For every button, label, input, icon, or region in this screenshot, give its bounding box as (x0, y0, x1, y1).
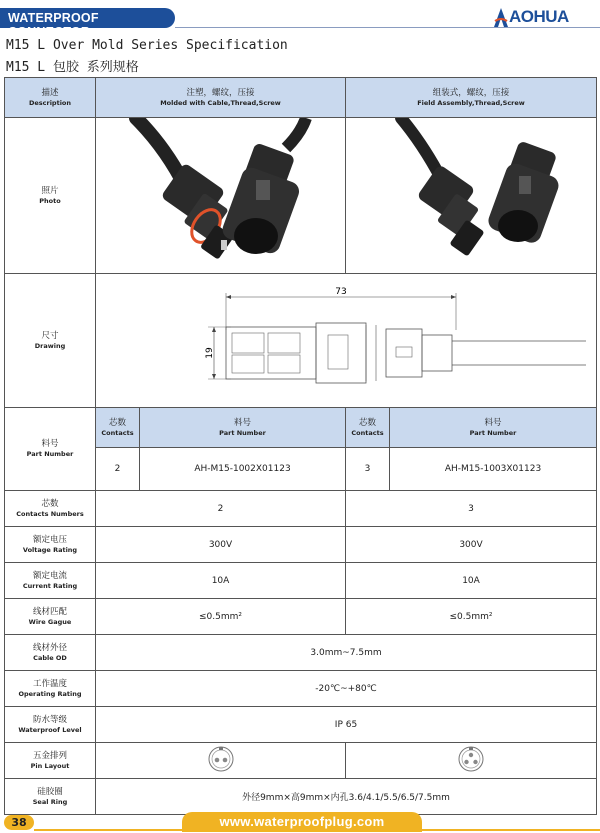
description-row (5, 78, 597, 118)
wire-gauge-value-1: ≤0.5mm² (96, 599, 346, 635)
pin-layout-row (5, 743, 597, 779)
spec-label: 额定电压 Voltage Rating (5, 527, 96, 563)
current-rating-row (5, 563, 597, 599)
operating-temp-row (5, 671, 597, 707)
pin-layout-3-icon (457, 745, 485, 773)
contacts-header-2: 芯数 Contacts (346, 408, 390, 448)
variant1-header: 注塑，螺纹，压接 Molded with Cable,Thread,Screw (96, 78, 346, 118)
seal-ring-value: 外径9mm×高9mm×内孔3.6/4.1/5.5/6.5/7.5mm (96, 779, 597, 815)
spec-label: 工作温度 Operating Rating (5, 671, 96, 707)
photo-molded (96, 118, 346, 274)
description-label: 描述 Description (5, 78, 96, 118)
part-number-value-2: AH-M15-1003X01123 (390, 448, 597, 491)
current-value-2: 10A (346, 563, 597, 599)
spec-label: 线材匹配 Wire Gague (5, 599, 96, 635)
photo-row (5, 118, 597, 274)
part-number-value-1: AH-M15-1002X01123 (140, 448, 346, 491)
operating-temp-value: -20℃~+80℃ (96, 671, 597, 707)
brand-logo (493, 6, 583, 30)
voltage-value-2: 300V (346, 527, 597, 563)
cable-od-row (5, 635, 597, 671)
contacts-numbers-row (5, 491, 597, 527)
pin-layout-2-icon (207, 745, 235, 773)
logo-text: AOHUA (509, 7, 569, 26)
part-number-header-2: 料号 Part Number (390, 408, 597, 448)
spec-table (4, 77, 597, 815)
cable-od-value: 3.0mm~7.5mm (96, 635, 597, 671)
spec-label: 线材外径 Cable OD (5, 635, 96, 671)
spec-label: 五金排列 Pin Layout (5, 743, 96, 779)
contacts-value-1: 2 (96, 448, 140, 491)
height-dimension: 19 (205, 346, 215, 359)
banner-text: WATERPROOF CONNECTOR (8, 11, 99, 39)
molded-connector-image (96, 118, 346, 270)
spec-label: 芯数 Contacts Numbers (5, 491, 96, 527)
photo-field-assembly (346, 118, 597, 274)
spec-label: 额定电流 Current Rating (5, 563, 96, 599)
page-title-en: M15 L Over Mold Series Specification (6, 38, 288, 53)
voltage-rating-row (5, 527, 597, 563)
part-number-header-row (5, 408, 597, 448)
contacts-value-2: 3 (346, 448, 390, 491)
drawing-label: 尺寸 Drawing (5, 274, 96, 408)
drawing-row (5, 274, 597, 408)
waterproof-level-value: IP 65 (96, 707, 597, 743)
spec-label: 硅胶圈 Seal Ring (5, 779, 96, 815)
spec-label: 防水等级 Waterproof Level (5, 707, 96, 743)
wire-gauge-row (5, 599, 597, 635)
dimension-drawing (96, 274, 597, 408)
field-assembly-connector-image (346, 118, 596, 270)
wire-gauge-value-2: ≤0.5mm² (346, 599, 597, 635)
variant2-header: 组装式，螺纹，压接 Field Assembly,Thread,Screw (346, 78, 597, 118)
part-number-label: 料号 Part Number (5, 408, 96, 491)
page-title-cn: M15 L 包胶 系列规格 (6, 60, 139, 75)
waterproof-level-row (5, 707, 597, 743)
photo-label: 照片 Photo (5, 118, 96, 274)
pin-layout-3pin (346, 743, 597, 779)
length-dimension: 73 (335, 286, 347, 297)
current-value-1: 10A (96, 563, 346, 599)
header-banner (0, 8, 175, 39)
voltage-value-1: 300V (96, 527, 346, 563)
seal-ring-row (5, 779, 597, 815)
page-number: 38 (4, 815, 34, 830)
contacts-header-1: 芯数 Contacts (96, 408, 140, 448)
logo-mark-icon (493, 7, 509, 29)
website-link[interactable]: www.waterproofplug.com (219, 814, 385, 829)
footer-url-tab (182, 812, 422, 832)
drawing-svg (96, 275, 596, 407)
pin-layout-2pin (96, 743, 346, 779)
part-number-header-1: 料号 Part Number (140, 408, 346, 448)
contacts-numbers-value-1: 2 (96, 491, 346, 527)
contacts-numbers-value-2: 3 (346, 491, 597, 527)
